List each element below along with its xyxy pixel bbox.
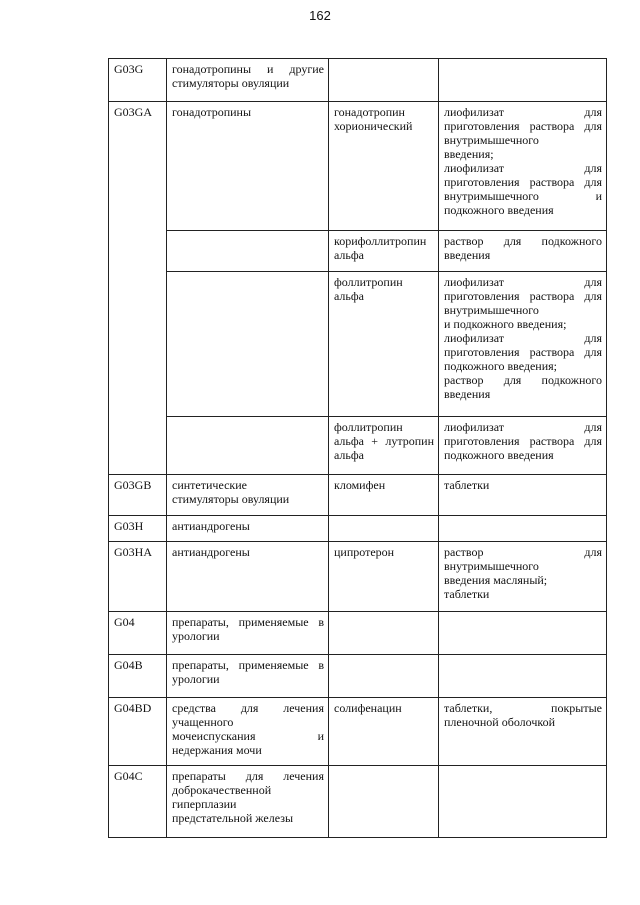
drug-name: [329, 766, 439, 838]
drug-name: кломифен: [329, 475, 439, 516]
text-line: стимуляторы овуляции: [172, 76, 290, 90]
dosage-forms: [439, 59, 607, 102]
text-line: предстательной железы: [172, 811, 294, 825]
dosage-forms: [439, 102, 607, 231]
text-line: доброкачественной: [172, 783, 272, 797]
text-line: приготовления раствора для: [444, 345, 602, 359]
text-line: раствор для подкожного: [444, 373, 602, 387]
text-line: введения;: [444, 147, 494, 161]
table-row-g04: [109, 612, 607, 655]
text-line: таблетки: [444, 587, 490, 601]
atc-group-name: [167, 231, 329, 272]
text-line: лиофилизат для: [444, 331, 602, 345]
dosage-forms: [439, 655, 607, 698]
text-line: раствор для подкожного: [444, 234, 602, 248]
text-line: введения масляный;: [444, 573, 548, 587]
atc-group-name: антиандрогены: [167, 542, 329, 612]
text-line: лиофилизат для: [444, 105, 602, 119]
table-row-g03g: [109, 59, 607, 102]
dosage-forms: [439, 417, 607, 475]
table-row-g03ga-2: [109, 231, 607, 272]
text-line: и подкожного введения;: [444, 317, 567, 331]
text-line: урологии: [172, 629, 220, 643]
atc-group-name: [167, 612, 329, 655]
dosage-forms: [439, 272, 607, 417]
drug-name: [329, 655, 439, 698]
text-line: подкожного введения;: [444, 359, 557, 373]
text-line: приготовления раствора для: [444, 289, 602, 303]
text-line: приготовления раствора для: [444, 175, 602, 189]
text-line: альфа: [334, 248, 364, 262]
text-line: хорионический: [334, 119, 413, 133]
text-line: мочеиспускания и: [172, 729, 324, 743]
atc-code: G04BD: [109, 698, 167, 766]
text-line: средства для лечения: [172, 701, 324, 715]
table-row-g04c: [109, 766, 607, 838]
atc-code: G04: [109, 612, 167, 655]
text-line: альфа + лутропин: [334, 434, 434, 448]
atc-code: G03GB: [109, 475, 167, 516]
text-line: приготовления раствора для: [444, 119, 602, 133]
table-row-g03ha: [109, 542, 607, 612]
atc-group-name: [167, 417, 329, 475]
atc-code: G03GA: [109, 102, 167, 475]
drug-name: ципротерон: [329, 542, 439, 612]
text-line: внутримышечного: [444, 303, 539, 317]
atc-group-name: [167, 59, 329, 102]
text-line: введения: [444, 248, 491, 262]
text-line: альфа: [334, 289, 364, 303]
text-line: препараты, применяемые в: [172, 615, 324, 629]
atc-code: G04B: [109, 655, 167, 698]
drug-name: [329, 272, 439, 417]
text-line: лиофилизат для: [444, 275, 602, 289]
dosage-forms: [439, 698, 607, 766]
drug-name: солифенацин: [329, 698, 439, 766]
text-line: приготовления раствора для: [444, 434, 602, 448]
text-line: внутримышечного и: [444, 189, 602, 203]
text-line: урологии: [172, 672, 220, 686]
text-line: лиофилизат для: [444, 161, 602, 175]
text-line: введения: [444, 387, 491, 401]
text-line: гонадотропин: [334, 105, 405, 119]
atc-group-name: [167, 475, 329, 516]
text-line: корифоллитропин: [334, 234, 427, 248]
drug-name: [329, 612, 439, 655]
dosage-forms: [439, 766, 607, 838]
text-line: гиперплазии: [172, 797, 237, 811]
text-line: таблетки, покрытые: [444, 701, 602, 715]
text-line: внутримышечного: [444, 133, 539, 147]
dosage-forms: [439, 516, 607, 542]
atc-code: G04C: [109, 766, 167, 838]
dosage-forms: таблетки: [439, 475, 607, 516]
text-line: пленочной оболочкой: [444, 715, 556, 729]
text-line: внутримышечного: [444, 559, 539, 573]
text-line: стимуляторы овуляции: [172, 492, 290, 506]
table-row-g03ga-4: [109, 417, 607, 475]
drug-name: [329, 231, 439, 272]
atc-code: G03G: [109, 59, 167, 102]
text-line: раствор для: [444, 545, 602, 559]
text-line: подкожного введения: [444, 203, 554, 217]
text-line: препараты для лечения: [172, 769, 324, 783]
dosage-forms: [439, 231, 607, 272]
table-row-g04b: [109, 655, 607, 698]
table-row-g03ga-3: [109, 272, 607, 417]
atc-group-name: антиандрогены: [167, 516, 329, 542]
drug-name: [329, 59, 439, 102]
text-line: подкожного введения: [444, 448, 554, 462]
atc-group-name: [167, 655, 329, 698]
text-line: синтетические: [172, 478, 247, 492]
atc-code: G03HA: [109, 542, 167, 612]
drug-name: [329, 516, 439, 542]
text-line: учащенного: [172, 715, 234, 729]
table-row-g03ga: [109, 102, 607, 231]
table-row-g03h: [109, 516, 607, 542]
table-row-g03gb: [109, 475, 607, 516]
drug-name: [329, 417, 439, 475]
atc-group-name: гонадотропины: [167, 102, 329, 231]
dosage-forms: [439, 612, 607, 655]
text-line: недержания мочи: [172, 743, 262, 757]
table-row-g04bd: [109, 698, 607, 766]
text-line: фоллитропин: [334, 420, 403, 434]
page-number: 162: [309, 8, 331, 23]
atc-group-name: [167, 766, 329, 838]
text-line: альфа: [334, 448, 364, 462]
text-line: препараты, применяемые в: [172, 658, 324, 672]
atc-group-name: [167, 272, 329, 417]
atc-group-name: [167, 698, 329, 766]
text-line: фоллитропин: [334, 275, 403, 289]
drug-name: [329, 102, 439, 231]
drug-classification-table: [108, 58, 607, 838]
dosage-forms: [439, 542, 607, 612]
text-line: лиофилизат для: [444, 420, 602, 434]
text-line: гонадотропины и другие: [172, 62, 324, 76]
atc-code: G03H: [109, 516, 167, 542]
